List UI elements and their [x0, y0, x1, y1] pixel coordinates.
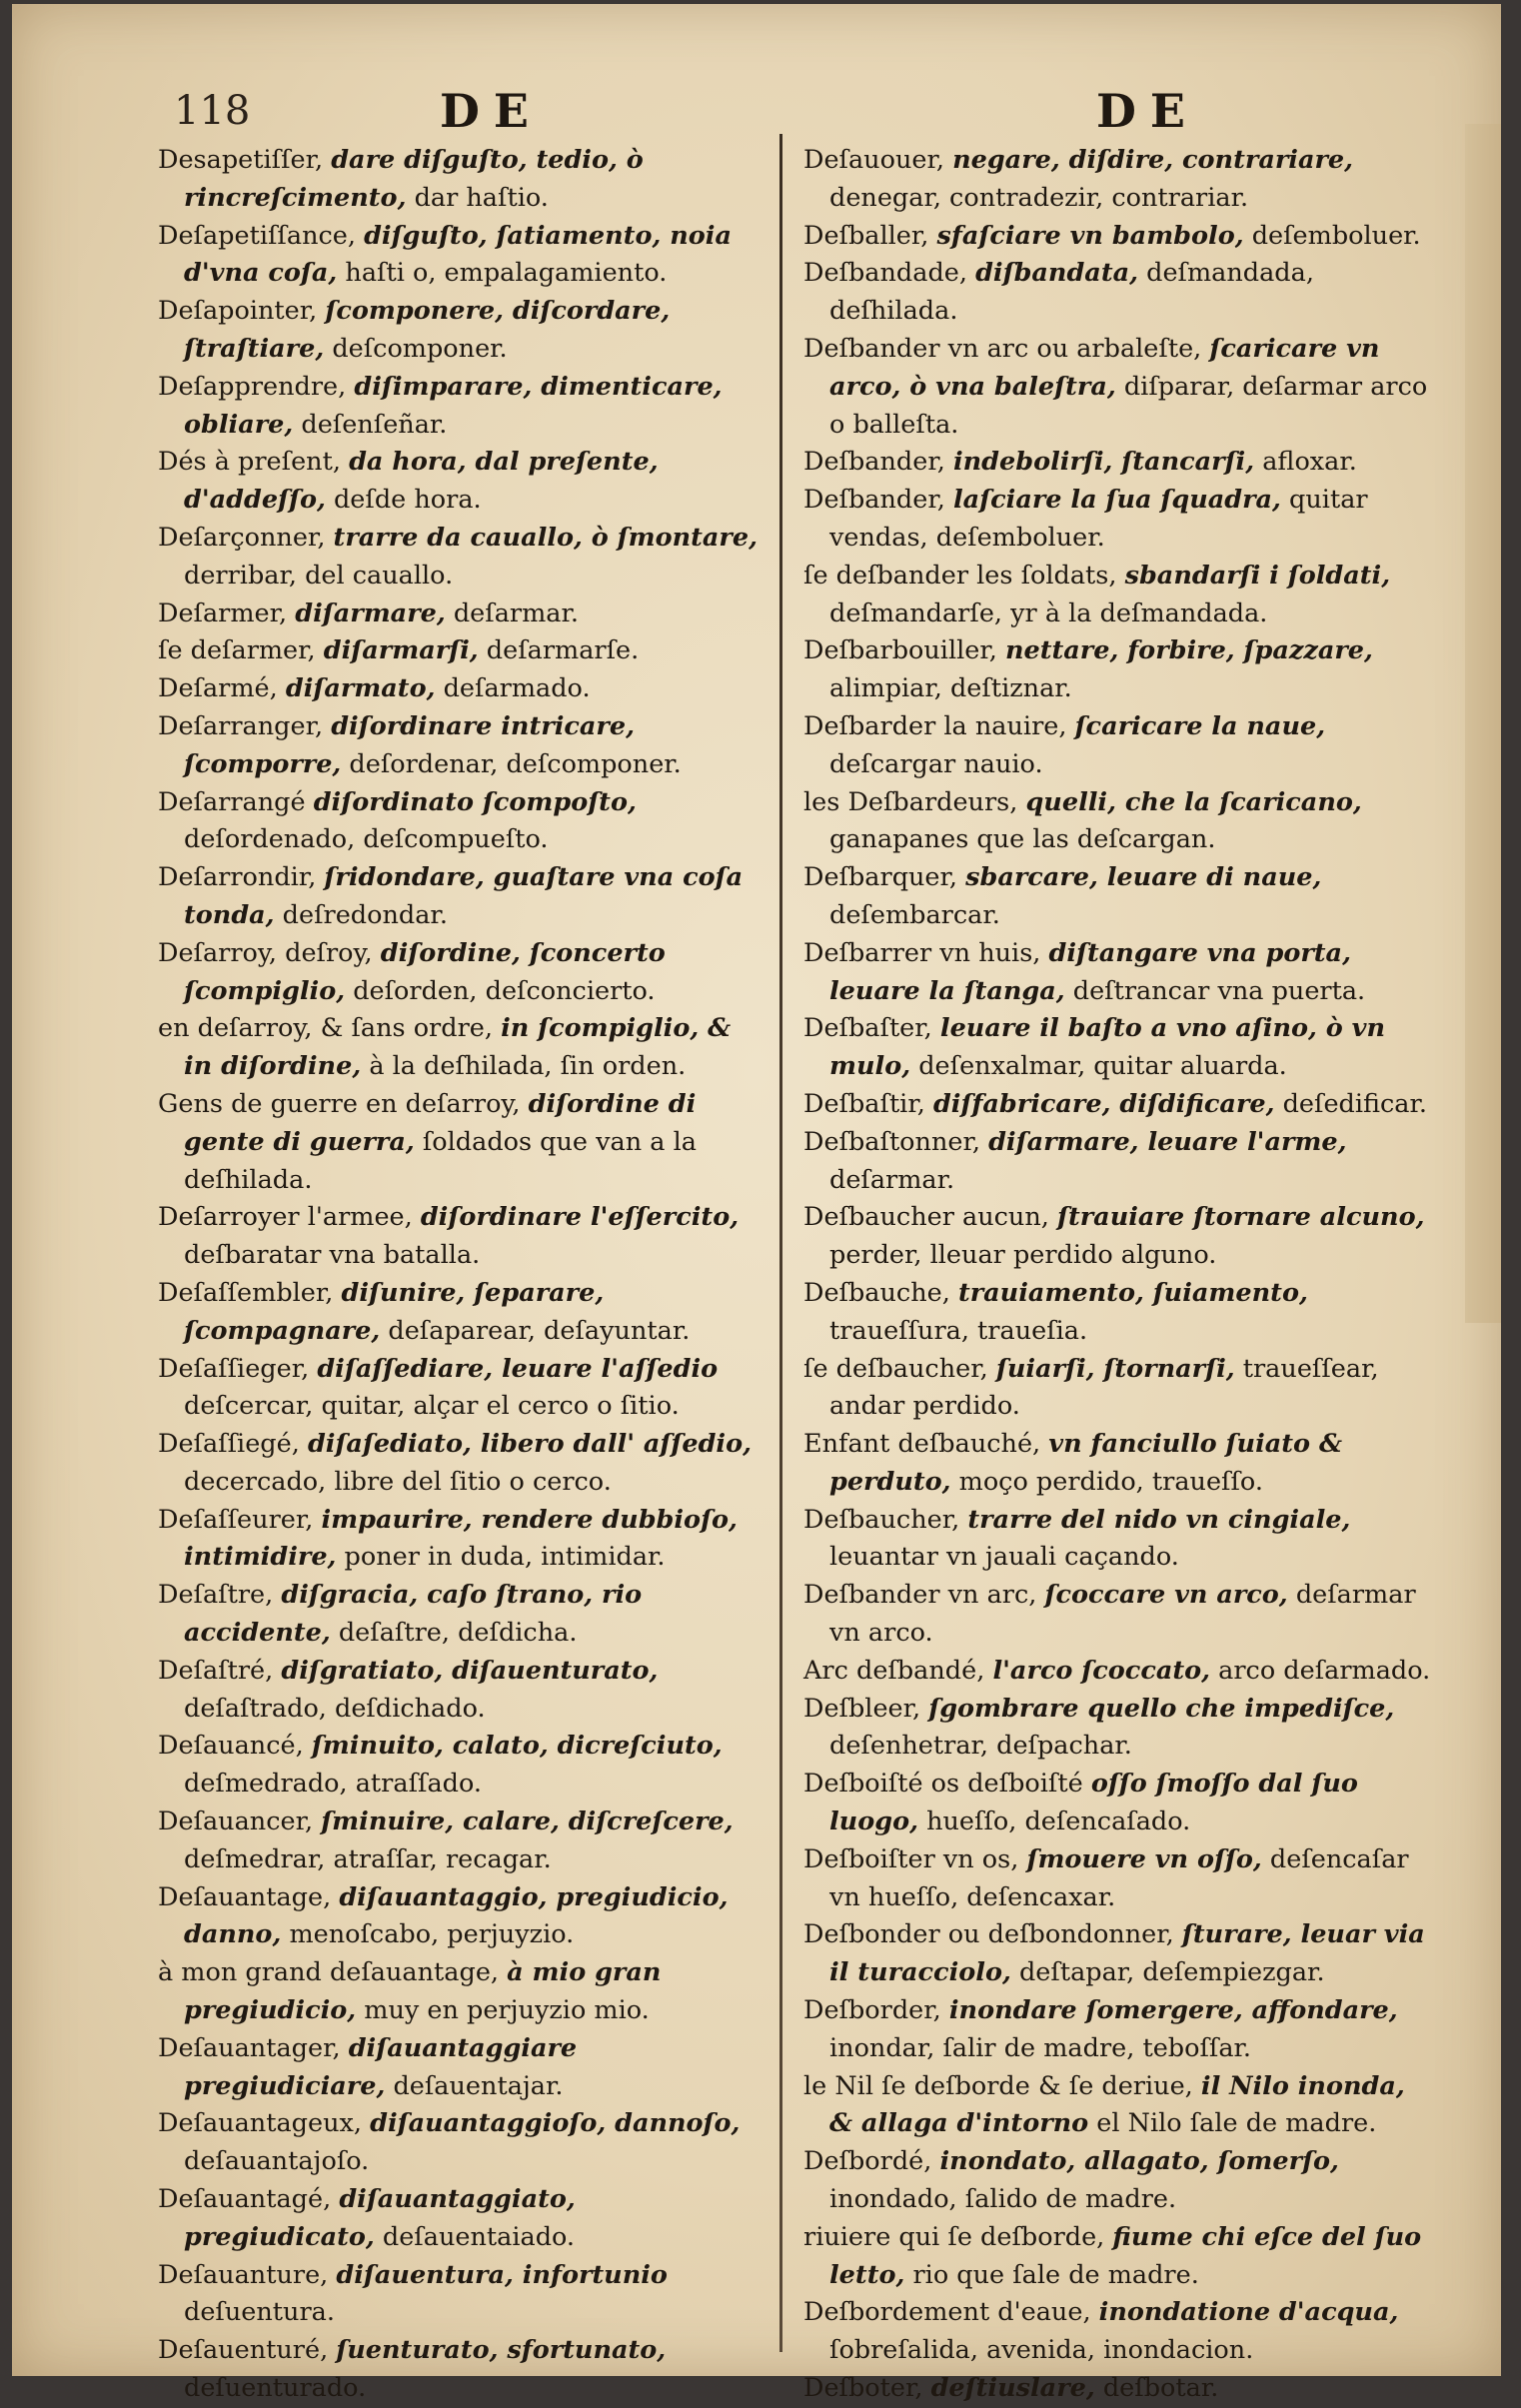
dictionary-entry [158, 1351, 767, 1427]
italian-gloss: ſturare, leuar via il turacciolo, [829, 1919, 1425, 1988]
spanish-gloss: quitar vendas, deſemboluer. [829, 485, 1368, 553]
italian-gloss: da hora, dal preſente, d'addeſſo, [184, 447, 659, 516]
dictionary-entry [803, 708, 1435, 784]
italian-gloss: laſciare la ſua ſquadra, [952, 485, 1281, 516]
italian-gloss: deſtiuslare, [930, 2373, 1095, 2404]
headword: Deſaſſembler, [158, 1277, 334, 1308]
page-header [12, 84, 1501, 144]
headword: le Nil ſe deſborde & ſe deriue, [803, 2070, 1193, 2101]
dictionary-entry [803, 1010, 1435, 1086]
headword: Deſbarbouiller, [803, 635, 997, 666]
dictionary-entry [158, 218, 767, 294]
dictionary-entry [803, 1841, 1435, 1917]
headword: riuiere qui ſe deſborde, [803, 2221, 1105, 2252]
italian-gloss: diſfabricare, diſdificare, [932, 1088, 1275, 1119]
headword: Deſbordé, [803, 2146, 932, 2177]
italian-gloss: indebolirſi, ſtancarſi, [952, 447, 1255, 478]
dictionary-entry [158, 2105, 767, 2181]
spanish-gloss: moço perdido, traueſſo. [958, 1466, 1263, 1497]
dictionary-entry [803, 1275, 1435, 1351]
headword: Deſbleer, [803, 1693, 921, 1724]
italian-gloss: oſſo ſmoſſo dal ſuo luogo, [829, 1769, 1358, 1837]
dictionary-entry [803, 1766, 1435, 1841]
headword: à mon grand deſauantage, [158, 1957, 500, 1988]
headword: Deſapetiſſance, [158, 220, 356, 251]
dictionary-entry [803, 142, 1435, 218]
dictionary-entry [803, 784, 1435, 860]
headword: Deſbaucher, [803, 1504, 960, 1535]
spanish-gloss: ſobreſalida, avenida, inondacion. [829, 2335, 1254, 2366]
italian-gloss: nettare, forbire, ſpazzare, [1004, 635, 1373, 666]
dictionary-entry [803, 1199, 1435, 1275]
dictionary-entry [158, 1010, 767, 1086]
spanish-gloss: deſedificar. [1282, 1088, 1428, 1119]
headword: ſe deſbander les ſoldats, [803, 560, 1117, 591]
book-page [12, 4, 1501, 2404]
headword: Deſarranger, [158, 710, 324, 741]
dictionary-entry [158, 1426, 767, 1502]
headword: Deſbordement d'eaue, [803, 2297, 1091, 2328]
spanish-gloss: deſarmar. [453, 598, 579, 628]
headword: Deſauanture, [158, 2259, 329, 2290]
italian-gloss: diſaſediato, libero dall' aſſedio, [307, 1429, 752, 1460]
italian-gloss: trauiamento, ſuiamento, [957, 1277, 1308, 1308]
italian-gloss: inondare ſomergere, affondare, [948, 1995, 1398, 2026]
italian-gloss: inondatione d'acqua, [1098, 2297, 1399, 2328]
spanish-gloss: deſemboluer. [1251, 220, 1421, 251]
spanish-gloss: ganapanes que las deſcargan. [829, 824, 1216, 855]
spanish-gloss: deſredondar. [282, 899, 448, 930]
headword: Deſauancé, [158, 1731, 304, 1762]
spanish-gloss: deſmedrado, atraſſado. [184, 1769, 482, 1800]
headword: Deſbander vn arc, [803, 1580, 1037, 1611]
dictionary-entry [158, 520, 767, 596]
italian-gloss: sbarcare, leuare di naue, [965, 862, 1322, 893]
headword: Deſboiſter vn os, [803, 1843, 1019, 1874]
headword: Deſbander, [803, 447, 945, 478]
headword: Deſaſſiegé, [158, 1429, 300, 1460]
spanish-gloss: leuantar vn jauali caçando. [829, 1542, 1179, 1573]
spanish-gloss: deſaparear, deſayuntar. [388, 1315, 691, 1346]
spanish-gloss: arco deſarmado. [1218, 1655, 1431, 1686]
spanish-gloss: deſarmarſe. [486, 635, 640, 666]
italian-gloss: ſcaricare la naue, [1074, 710, 1326, 741]
italian-gloss: ſminuito, calato, dicreſciuto, [311, 1731, 723, 1762]
spanish-gloss: deſmandarſe, yr à la deſmandada. [829, 598, 1268, 628]
spanish-gloss: deſuentura. [184, 2297, 335, 2328]
dictionary-entry [803, 1653, 1435, 1691]
italian-gloss: diſarmare, [295, 598, 446, 628]
headword: Deſarmer, [158, 598, 288, 628]
italian-gloss: diſauantaggiato, pregiudicato, [184, 2184, 576, 2252]
folio-number: 118 [174, 88, 251, 134]
headword: Enfant deſbauché, [803, 1429, 1041, 1460]
italian-gloss: diſimparare, dimenticare, obliare, [184, 371, 723, 440]
spanish-gloss: deſenhetrar, deſpachar. [829, 1731, 1132, 1762]
dictionary-entry [158, 859, 767, 935]
headword: Deſbarrer vn huis, [803, 937, 1041, 968]
dictionary-entry [803, 218, 1435, 256]
italian-gloss: vn fanciullo ſuiato & perduto, [829, 1429, 1342, 1497]
dictionary-entry [158, 2332, 767, 2408]
spanish-gloss: dar haſtio. [414, 182, 549, 213]
dictionary-entry [158, 670, 767, 708]
dictionary-entry [158, 708, 767, 784]
dictionary-entry [803, 1086, 1435, 1124]
headword: Deſbaſtonner, [803, 1126, 980, 1157]
headword: Deſaſtré, [158, 1655, 274, 1686]
headword: Deſbarder la nauire, [803, 710, 1067, 741]
italian-gloss: leuare il baſto a vno aſino, ò vn mulo, [829, 1013, 1386, 1082]
spanish-gloss: deſauentaiado. [382, 2221, 576, 2252]
spanish-gloss: deſarmar vn arco. [829, 1580, 1416, 1649]
spanish-gloss: hueſſo, deſencaſado. [926, 1806, 1191, 1837]
headword: Deſbaſter, [803, 1013, 932, 1044]
italian-gloss: diſordine di gente di guerra, [184, 1088, 697, 1157]
headword: en deſarroy, & ſans ordre, [158, 1013, 493, 1044]
dictionary-entry [803, 1916, 1435, 1992]
headword: Deſauancer, [158, 1806, 314, 1837]
dictionary-entry [158, 1954, 767, 2030]
headword: Deſboter, [803, 2373, 923, 2404]
italian-gloss: il Nilo inonda, & allaga d'intorno [829, 2070, 1405, 2139]
spanish-gloss: deſbaratar vna batalla. [184, 1240, 481, 1271]
headword: Deſbauche, [803, 1277, 950, 1308]
italian-gloss: ſuenturato, sfortunato, [336, 2335, 667, 2366]
italian-gloss: diſauantaggioſo, dannoſo, [370, 2108, 741, 2139]
headword: Deſapointer, [158, 296, 318, 327]
left-column [158, 142, 767, 2408]
italian-gloss: diſarmato, [285, 673, 436, 704]
dictionary-entry [803, 2143, 1435, 2219]
italian-gloss: dare diſguſto, tedio, ò rincreſcimento, [184, 145, 644, 213]
headword: Deſarçonner, [158, 522, 326, 553]
dictionary-entry [158, 444, 767, 520]
dictionary-entry [803, 2370, 1435, 2408]
spanish-gloss: deſcomponer. [332, 333, 508, 364]
dictionary-entry [803, 935, 1435, 1011]
italian-gloss: diſgracia, caſo ſtrano, rio accidente, [184, 1580, 643, 1649]
headword: Deſarrondir, [158, 862, 317, 893]
dictionary-entry [803, 2219, 1435, 2295]
spanish-gloss: à la deſhilada, ſin orden. [369, 1051, 687, 1082]
dictionary-entry [803, 255, 1435, 331]
running-head-right: DE [1096, 84, 1199, 138]
spanish-gloss: deſenſeñar. [301, 409, 448, 440]
headword: Deſarmé, [158, 673, 278, 704]
headword: Deſauantagé, [158, 2184, 332, 2215]
italian-gloss: diſordinato ſcompoſto, [313, 786, 637, 817]
headword: Dés à preſent, [158, 447, 341, 478]
spanish-gloss: muy en perjuyzio mio. [364, 1995, 650, 2026]
italian-gloss: l'arco ſcoccato, [992, 1655, 1211, 1686]
dictionary-entry [158, 596, 767, 633]
italian-gloss: ſridondare, guaſtare vna coſa tonda, [184, 862, 744, 930]
italian-gloss: quelli, che la ſcaricano, [1025, 786, 1362, 817]
headword: Deſauantage, [158, 1881, 332, 1912]
dictionary-entry [158, 293, 767, 369]
headword: Deſauouer, [803, 145, 944, 175]
dictionary-entry [158, 1879, 767, 1955]
dictionary-entry [803, 1577, 1435, 1653]
italian-gloss: ſtrauiare ſtornare alcuno, [1056, 1202, 1425, 1233]
dictionary-entry [158, 935, 767, 1011]
spanish-gloss: deſtapar, deſempiezgar. [1018, 1957, 1325, 1988]
right-column [803, 142, 1435, 2408]
dictionary-entry [158, 1728, 767, 1804]
dictionary-entry [158, 2030, 767, 2106]
headword: Deſbaſtir, [803, 1088, 925, 1119]
italian-gloss: fiume chi eſce del ſuo letto, [829, 2221, 1422, 2290]
running-head-left: DE [440, 84, 543, 138]
dictionary-entry [158, 1577, 767, 1653]
dictionary-entry [803, 632, 1435, 708]
italian-gloss: diſauantaggiare pregiudiciare, [184, 2032, 578, 2101]
spanish-gloss: derribar, del cauallo. [184, 560, 454, 591]
spanish-gloss: el Nilo ſale de madre. [1096, 2108, 1377, 2139]
spanish-gloss: haſti o, empalagamiento. [345, 258, 668, 289]
italian-gloss: diſbandata, [975, 258, 1139, 289]
spanish-gloss: deſaſtre, deſdicha. [338, 1618, 578, 1649]
italian-gloss: ſgombrare quello che impediſce, [928, 1693, 1395, 1724]
spanish-gloss: deſarmado. [443, 673, 591, 704]
dictionary-entry [158, 1653, 767, 1729]
italian-gloss: diſarmarſi, [323, 635, 479, 666]
italian-gloss: diſguſto, ſatiamento, noia d'vna coſa, [184, 220, 732, 289]
spanish-gloss: decercado, libre del ſitio o cerco. [184, 1466, 612, 1497]
dictionary-entry [803, 482, 1435, 558]
spanish-gloss: inondado, ſalido de madre. [829, 2184, 1177, 2215]
italian-gloss: ſmouere vn oſſo, [1026, 1843, 1262, 1874]
italian-gloss: diſunire, ſeparare, ſcompagnare, [184, 1277, 605, 1346]
dictionary-entry [803, 1426, 1435, 1502]
italian-gloss: ſcomponere, diſcordare, ſtraſtiare, [184, 296, 671, 364]
spanish-gloss: deſordenado, deſcompueſto. [184, 824, 549, 855]
italian-gloss: diſauentura, infortunio [336, 2259, 668, 2290]
headword: Deſarroy, deſroy, [158, 937, 373, 968]
headword: Deſapprendre, [158, 371, 347, 402]
spanish-gloss: menoſcabo, perjuyzio. [289, 1919, 575, 1950]
spanish-gloss: deſencaſar vn hueſſo, deſencaxar. [829, 1843, 1409, 1912]
dictionary-entry [158, 2181, 767, 2257]
spanish-gloss: deſmedrar, atraſſar, recagar. [184, 1843, 552, 1874]
headword: ſe deſarmer, [158, 635, 316, 666]
spanish-gloss: perder, lleuar perdido alguno. [829, 1240, 1217, 1271]
spanish-gloss: poner in duda, intimidar. [344, 1542, 666, 1573]
spanish-gloss: deſbotar. [1102, 2373, 1219, 2404]
headword: Deſbonder ou deſbondonner, [803, 1919, 1174, 1950]
headword: Gens de guerre en deſarroy, [158, 1088, 521, 1119]
headword: Deſauenturé, [158, 2335, 329, 2366]
italian-gloss: diſtangare vna porta, leuare la ſtanga, [829, 937, 1351, 1006]
headword: Deſboiſté os deſboiſté [803, 1769, 1083, 1800]
spanish-gloss: deſordenar, deſcomponer. [349, 748, 682, 779]
italian-gloss: ſcoccare vn arco, [1044, 1580, 1288, 1611]
headword: Deſbander vn arc ou arbaleſte, [803, 333, 1202, 364]
italian-gloss: diſaſſediare, leuare l'aſſedio [317, 1353, 719, 1384]
dictionary-entry [158, 369, 767, 445]
dictionary-entry [158, 632, 767, 670]
headword: Deſaſſieger, [158, 1353, 310, 1384]
headword: Deſaſſeurer, [158, 1504, 314, 1535]
headword: Deſbarquer, [803, 862, 958, 893]
spanish-gloss: deſarmar. [829, 1164, 955, 1195]
dictionary-entry [158, 2257, 767, 2333]
italian-gloss: trarre da cauallo, ò ſmontare, [333, 522, 758, 553]
dictionary-entry [803, 1691, 1435, 1767]
dictionary-entry [158, 1502, 767, 1578]
spanish-gloss: inondar, ſalir de madre, teboſſar. [829, 2032, 1252, 2063]
dictionary-entry [803, 1992, 1435, 2068]
spanish-gloss: traueſſear, andar perdido. [829, 1353, 1379, 1422]
spanish-gloss: deſcargar nauio. [829, 748, 1043, 779]
dictionary-entry [803, 1124, 1435, 1200]
italian-gloss: ſminuire, calare, diſcreſcere, [321, 1806, 734, 1837]
spanish-gloss: deſorden, deſconcierto. [353, 975, 656, 1006]
headword: ſe deſbaucher, [803, 1353, 988, 1384]
italian-gloss: in ſcompiglio, & in diſordine, [184, 1013, 732, 1082]
column-rule [779, 134, 782, 2352]
headword: Desapetiſſer, [158, 145, 324, 175]
dictionary-entry [158, 142, 767, 218]
italian-gloss: trarre del nido vn cingiale, [967, 1504, 1351, 1535]
italian-gloss: negare, diſdire, contrariare, [952, 145, 1354, 175]
headword: Deſarroyer l'armee, [158, 1202, 413, 1233]
dictionary-entry [803, 1502, 1435, 1578]
italian-gloss: diſarmare, leuare l'arme, [988, 1126, 1347, 1157]
italian-gloss: sbandarſi i ſoldati, [1124, 560, 1391, 591]
spanish-gloss: deſauantajoſo. [184, 2146, 370, 2177]
spanish-gloss: deſde hora. [333, 485, 482, 516]
headword: Deſarrangé [158, 786, 306, 817]
headword: Arc deſbandé, [803, 1655, 985, 1686]
spanish-gloss: deſmandada, deſhilada. [829, 258, 1314, 327]
spanish-gloss: deſcercar, quitar, alçar el cerco o ſitio. [184, 1391, 680, 1422]
dictionary-entry [803, 444, 1435, 482]
dictionary-entry [158, 1275, 767, 1351]
spanish-gloss: ſoldados que van a la deſhilada. [184, 1126, 697, 1195]
headword: Deſballer, [803, 220, 929, 251]
spanish-gloss: deſaſtrado, deſdichado. [184, 1693, 486, 1724]
italian-gloss: ſuiarſi, ſtornarſi, [995, 1353, 1235, 1384]
dictionary-entry [158, 1086, 767, 1199]
adjacent-page-edge [1465, 124, 1501, 1323]
headword: Deſbandade, [803, 258, 967, 289]
dictionary-entry [158, 1804, 767, 1879]
italian-gloss: à mio gran pregiudicio, [184, 1957, 662, 2026]
spanish-gloss: deſtrancar vna puerta. [1072, 975, 1366, 1006]
spanish-gloss: alimpiar, deſtiznar. [829, 673, 1072, 704]
spanish-gloss: traueſſura, traueſia. [829, 1315, 1088, 1346]
headword: Deſauantageux, [158, 2108, 362, 2139]
italian-gloss: impaurire, rendere dubbioſo, intimidire, [184, 1504, 738, 1573]
spanish-gloss: diſparar, deſarmar arco o balleſta. [829, 371, 1428, 440]
dictionary-entry [803, 859, 1435, 935]
dictionary-entry [803, 2294, 1435, 2370]
spanish-gloss: deſuenturado. [184, 2373, 367, 2404]
italian-gloss: sfaſciare vn bambolo, [936, 220, 1244, 251]
dictionary-entry [803, 2068, 1435, 2144]
spanish-gloss: deſauentajar. [393, 2070, 564, 2101]
spanish-gloss: denegar, contradezir, contrariar. [829, 182, 1249, 213]
dictionary-entry [158, 784, 767, 860]
dictionary-entry [803, 558, 1435, 633]
headword: Deſauantager, [158, 2032, 341, 2063]
italian-gloss: diſordinare l'eſſercito, [420, 1202, 740, 1233]
italian-gloss: inondato, allagato, ſomerſo, [939, 2146, 1339, 2177]
dictionary-entry [158, 1199, 767, 1275]
headword: Deſaſtre, [158, 1580, 274, 1611]
headword: Deſbaucher aucun, [803, 1202, 1049, 1233]
dictionary-entry [803, 331, 1435, 444]
spanish-gloss: rio que ſale de madre. [912, 2259, 1199, 2290]
italian-gloss: diſgratiato, diſauenturato, [281, 1655, 659, 1686]
italian-gloss: diſordinare intricare, ſcomporre, [184, 710, 635, 779]
headword: les Deſbardeurs, [803, 786, 1018, 817]
headword: Deſbander, [803, 485, 945, 516]
spanish-gloss: deſembarcar. [829, 899, 1000, 930]
spanish-gloss: afloxar. [1262, 447, 1357, 478]
headword: Deſborder, [803, 1995, 941, 2026]
spanish-gloss: deſenxalmar, quitar aluarda. [918, 1051, 1287, 1082]
italian-gloss: diſordine, ſconcerto ſcompiglio, [184, 937, 666, 1006]
italian-gloss: ſcaricare vn arco, ò vna baleſtra, [829, 333, 1380, 402]
dictionary-entry [803, 1351, 1435, 1427]
italian-gloss: diſauantaggio, pregiudicio, danno, [184, 1881, 729, 1950]
